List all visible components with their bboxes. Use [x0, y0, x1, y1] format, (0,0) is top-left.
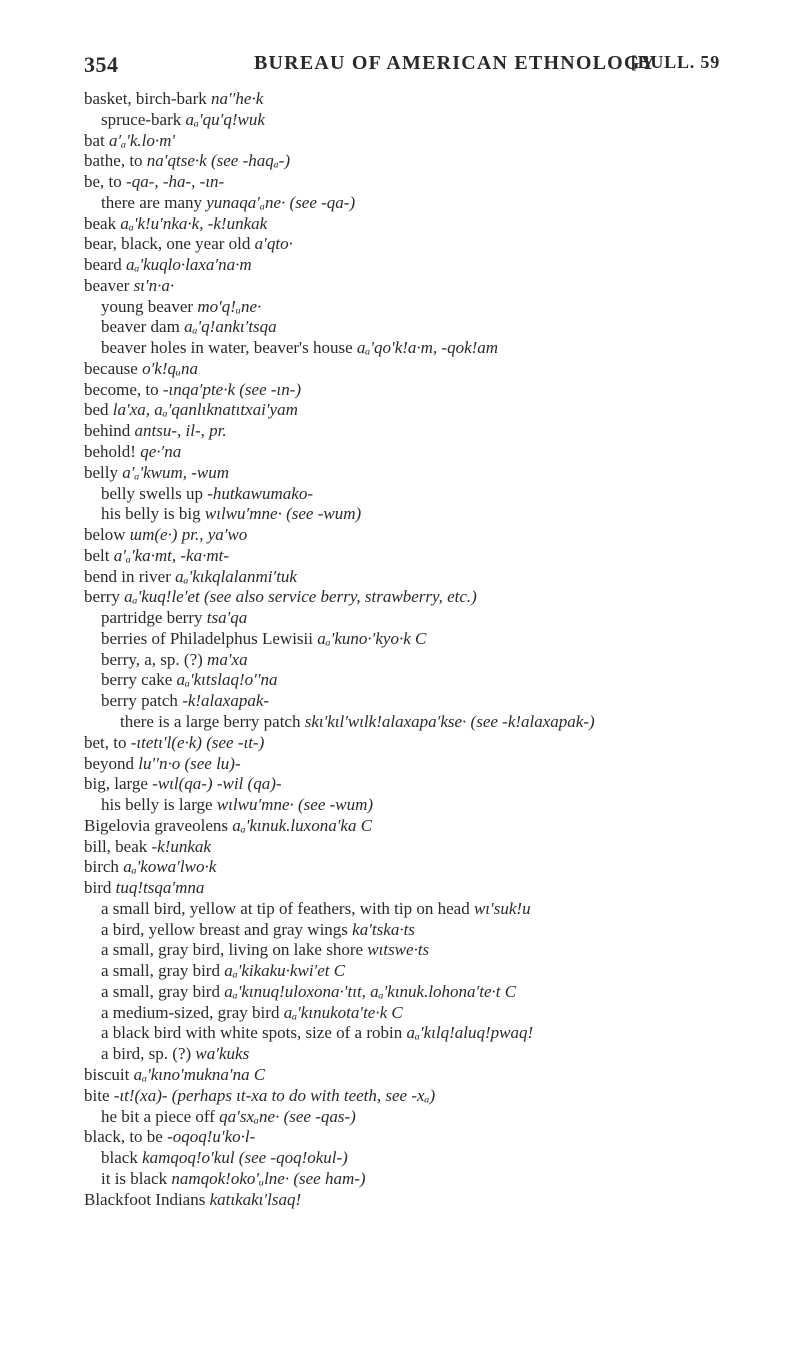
entry-line	[84, 837, 774, 858]
entry-english: bed	[84, 400, 113, 420]
entry-native: na′qtse·k (see -haqₐ-)	[146, 151, 291, 171]
entry-native: qa′sxₐne· (see -qas-)	[219, 1106, 356, 1126]
entry-native: lu′′n·o (see lu)-	[138, 753, 241, 773]
entry-native: na′′he·k	[210, 89, 264, 108]
entry-line	[84, 774, 774, 795]
entry-line	[84, 712, 774, 733]
entry-line	[84, 878, 774, 899]
entry-native: -hutkawumako-	[207, 483, 314, 503]
entry-line	[84, 89, 774, 110]
entry-line	[84, 525, 774, 546]
entry-english: a medium-sized, gray bird	[101, 1002, 284, 1022]
entry-english: Bigelovia graveolens	[84, 815, 233, 835]
entry-native: qe·′na	[140, 442, 182, 462]
entry-english: birch	[84, 857, 124, 877]
entry-line	[84, 961, 774, 982]
entry-line	[84, 255, 774, 276]
entry-line	[84, 463, 774, 484]
entry-native: -ɩtetɩ′l(e·k) (see -ɩt-)	[130, 732, 265, 752]
entry-english: bill, beak	[84, 836, 152, 856]
entry-line	[84, 1086, 774, 1107]
entry-english: berries of Philadelphus Lewisii	[101, 628, 318, 648]
entry-native: -ɩnqa′pte·k (see -ɩn-)	[162, 379, 302, 399]
entry-line	[84, 940, 774, 961]
entry-native: aₐ'kɩtslaq!o′′na	[176, 670, 278, 690]
entry-native: kamqoq!o′kul (see -qoq!okul-)	[142, 1148, 348, 1168]
entry-english: a small bird, yellow at tip of feathers, with tip on head	[101, 898, 474, 918]
entry-line	[84, 1148, 774, 1169]
entry-line	[84, 172, 774, 193]
entry-english: beyond	[84, 753, 139, 773]
entry-native: mo′q!ᵤne·	[197, 296, 262, 316]
entry-native: aₐ'kowa′lwo·k	[123, 857, 217, 877]
entry-native: aₐ'k!u′nka·k, -k!unkak	[120, 213, 268, 233]
entry-line	[84, 234, 774, 255]
entry-english: partridge berry	[101, 608, 207, 628]
entry-line	[84, 795, 774, 816]
entry-english: a bird, yellow breast and gray wings	[101, 919, 353, 939]
entry-native: a′ₐ'k.lo·m'	[109, 130, 176, 150]
entry-line	[84, 754, 774, 775]
entry-english: beaver holes in water, beaver's house	[101, 338, 357, 358]
entry-line	[84, 1044, 774, 1065]
entry-line	[84, 691, 774, 712]
entry-english: bat	[84, 130, 110, 150]
entry-line	[84, 1003, 774, 1024]
entry-english: spruce-bark	[101, 109, 186, 129]
entry-line	[84, 1127, 774, 1148]
entry-native: wɩlwu′mne· (see -wum)	[204, 504, 362, 524]
entry-english: a small, gray bird, living on lake shore	[101, 940, 368, 960]
entry-native: aₐ'kɩnuq!uloxona·′tɩt, aₐ'kɩnuk.lohona′te·t C	[224, 981, 517, 1001]
entry-english: basket, birch-bark	[84, 89, 211, 108]
entry-native: -ɩt!(xa)- (perhaps ɩt-xa to do with teeth, see -xₐ)	[113, 1085, 436, 1105]
entry-line	[84, 442, 774, 463]
entry-line	[84, 338, 774, 359]
entry-english: bet, to	[84, 732, 131, 752]
entry-english: Blackfoot Indians	[84, 1189, 210, 1209]
entry-line	[84, 670, 774, 691]
entry-line	[84, 629, 774, 650]
entry-line	[84, 276, 774, 297]
entry-native: aₐ'qo′k!a·m, -qok!am	[356, 338, 499, 358]
entry-english: his belly is big	[101, 504, 205, 524]
entry-english: bathe, to	[84, 151, 147, 171]
entry-native: aₐ'kikaku·kwi′et C	[224, 961, 346, 981]
entry-english: bend in river	[84, 566, 176, 586]
entry-native: a′ₐ'kwum, -wum	[122, 462, 230, 482]
entry-english: young beaver	[101, 296, 198, 316]
entry-english: be, to	[84, 172, 127, 192]
entry-english: beard	[84, 255, 127, 275]
entry-native: aₐ'qu′q!wuk	[185, 109, 265, 129]
entry-english: bear, black, one year old	[84, 234, 255, 254]
entry-native: -k!alaxapak-	[182, 691, 270, 711]
entry-line	[84, 380, 774, 401]
entry-english: bird	[84, 878, 116, 898]
entry-english: because	[84, 358, 143, 378]
entry-line	[84, 151, 774, 172]
entry-english: below	[84, 525, 130, 545]
entry-native: katɩkakɩ′lsaq!	[209, 1189, 302, 1209]
entry-line	[84, 1065, 774, 1086]
entry-english: become, to	[84, 379, 163, 399]
entry-english: behold!	[84, 442, 141, 462]
entry-native: aₐ'kɩno'mukna′na C	[133, 1064, 266, 1084]
entry-line	[84, 1023, 774, 1044]
page-number: 354	[84, 52, 119, 77]
entry-english: a small, gray bird	[101, 961, 225, 981]
entry-english: beaver	[84, 275, 134, 295]
entry-native: sɩ′n·a·	[133, 275, 175, 295]
entry-line	[84, 214, 774, 235]
entry-line	[84, 1169, 774, 1190]
entry-native: la′xa, aₐ'qanlɩknatɩtxai′yam	[112, 400, 298, 420]
entry-english: berry patch	[101, 691, 183, 711]
entry-native: ɯm(e·) pr., ya′wo	[129, 525, 248, 545]
entry-english: behind	[84, 421, 135, 441]
entry-native: aₐ'kɩkqlalanmi′tuk	[175, 566, 297, 586]
entry-native: yunaqa′ₐne· (see -qa-)	[206, 192, 356, 212]
entry-native: skɩ'kɩl'wɩlk!alaxapa′kse· (see -k!alaxapak-)	[304, 711, 595, 731]
entry-line	[84, 733, 774, 754]
entry-native: aₐ'kuqlo·laxa′na·m	[126, 255, 252, 275]
entry-english: black, to be	[84, 1127, 168, 1147]
entry-english: he bit a piece off	[101, 1106, 220, 1126]
entry-line	[84, 546, 774, 567]
entry-line	[84, 400, 774, 421]
entry-english: belly swells up	[101, 483, 208, 503]
entry-english: belly	[84, 462, 123, 482]
entry-line	[84, 587, 774, 608]
entry-native: antsu-, il-, pr.	[134, 421, 227, 441]
entry-native: ka′tska·ts	[352, 919, 415, 939]
entry-english: berry cake	[101, 670, 177, 690]
entry-native: -wɩl(qa-) -wil (qa)-	[152, 774, 282, 794]
entry-native: a′ₐ'ka·mt, -ka·mt-	[113, 545, 229, 565]
entry-english: black	[101, 1148, 143, 1168]
entry-line	[84, 193, 774, 214]
entry-english: beak	[84, 213, 121, 233]
entry-native: aₐ'kɩnukota′te·k C	[283, 1002, 403, 1022]
entry-line	[84, 317, 774, 338]
entry-native: a′qto·	[254, 234, 293, 254]
entry-native: aₐ'kuno·′kyo·k C	[317, 628, 427, 648]
entry-native: tsa′qa	[206, 608, 248, 628]
entry-line	[84, 650, 774, 671]
page-header	[84, 52, 720, 82]
entry-line	[84, 1190, 774, 1211]
entry-native: wɩ′suk!u	[473, 898, 531, 918]
running-title: BUREAU OF AMERICAN ETHNOLOGY	[254, 52, 657, 74]
entry-english: big, large	[84, 774, 153, 794]
entry-native: tuq!tsqa′mna	[115, 878, 205, 898]
entry-line	[84, 608, 774, 629]
entry-native: aₐ'kɩnuk.luxona′ka C	[232, 815, 373, 835]
entry-native: aₐ'q!ankɩ′tsqa	[184, 317, 277, 337]
entry-native: ma′xa	[207, 649, 248, 669]
entry-english: a bird, sp. (?)	[101, 1044, 196, 1064]
entry-line	[84, 297, 774, 318]
entry-english: belt	[84, 545, 114, 565]
entry-english: a small, gray bird	[101, 981, 225, 1001]
entry-line	[84, 567, 774, 588]
entry-native: namqok!oko′ᵤlne· (see ham-)	[171, 1168, 366, 1188]
entry-native: wa′kuks	[195, 1044, 250, 1064]
entry-english: bite	[84, 1085, 114, 1105]
entry-native: -oqoq!u′ko·l-	[167, 1127, 256, 1147]
entry-line	[84, 484, 774, 505]
entry-line	[84, 920, 774, 941]
entry-english: his belly is large	[101, 795, 217, 815]
entry-line	[84, 1107, 774, 1128]
entry-english: berry, a, sp. (?)	[101, 649, 208, 669]
entry-english: beaver dam	[101, 317, 185, 337]
entry-line	[84, 359, 774, 380]
entry-native: aₐ'kɩlq!aluq!pwaq!	[406, 1023, 534, 1043]
entry-english: a black bird with white spots, size of a robin	[101, 1023, 407, 1043]
entry-english: berry	[84, 587, 125, 607]
entry-english: it is black	[101, 1168, 172, 1188]
entry-english: biscuit	[84, 1064, 134, 1084]
entry-line	[84, 899, 774, 920]
entry-native: o′k!qᵤna	[142, 358, 198, 378]
entry-line	[84, 131, 774, 152]
entry-line	[84, 421, 774, 442]
entry-line	[84, 816, 774, 837]
entry-native: aₐ'kuq!le′et (see also service berry, strawberry, etc.)	[124, 587, 477, 607]
entry-line	[84, 857, 774, 878]
entry-native: wɩtswe·ts	[367, 940, 430, 960]
entry-english: there are many	[101, 192, 207, 212]
entry-list	[84, 89, 774, 1210]
bulletin-label: [BULL. 59	[630, 52, 720, 72]
entry-native: wɩlwu′mne· (see -wum)	[216, 795, 374, 815]
entry-line	[84, 504, 774, 525]
entry-native: -k!unkak	[151, 836, 211, 856]
entry-line	[84, 982, 774, 1003]
entry-line	[84, 110, 774, 131]
entry-native: -qa-, -ha-, -ɩn-	[126, 172, 225, 192]
entry-english: there is a large berry patch	[120, 711, 305, 731]
